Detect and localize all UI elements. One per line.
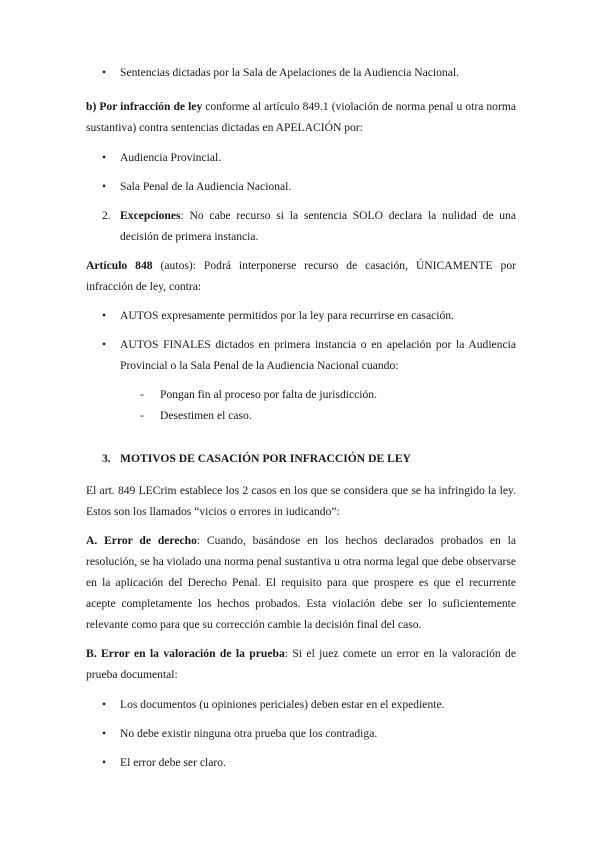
- list-item-text: No debe existir ninguna otra prueba que los contradiga.: [120, 727, 378, 740]
- list-item-text: AUTOS expresamente permitidos por la ley para recurrirse en casación.: [120, 309, 454, 322]
- paragraph-text: conforme al artículo 849.1 (violación de norma penal u otra norma sustantiva) contra sentencias dictadas en APELACIÓN por:: [86, 100, 516, 134]
- list-item: [86, 305, 516, 326]
- section-number: 3.: [102, 452, 111, 465]
- list-item: [86, 176, 516, 197]
- paragraph-heading: b) Por infracción de ley: [86, 100, 203, 113]
- bullet-icon: •: [102, 727, 107, 740]
- paragraph-infraccion-ley: [86, 96, 516, 138]
- paragraph-heading: A. Error de derecho: [86, 534, 197, 547]
- list-item: [86, 62, 516, 83]
- paragraph-text: : Si el juez comete un error en la valoración de prueba documental:: [86, 647, 517, 681]
- bullet-icon: •: [102, 309, 107, 322]
- list-item: [86, 334, 516, 376]
- dash-icon: -: [140, 409, 144, 422]
- list-item: [86, 723, 516, 744]
- sub-list-item: [86, 384, 516, 405]
- sub-list-item: [86, 405, 516, 426]
- paragraph-articulo-848: [86, 255, 516, 297]
- list-item-text: El error debe ser claro.: [120, 756, 226, 769]
- list-item: [86, 752, 516, 773]
- bullet-icon: •: [102, 180, 107, 193]
- item-number: 2.: [102, 209, 111, 222]
- item-heading: Excepciones: [120, 209, 181, 222]
- sub-list-item-text: Pongan fin al proceso por falta de jurisdicción.: [160, 388, 377, 401]
- paragraph-text: (autos): Podrá interponerse recurso de casación, ÚNICAMENTE por infracción de ley, contra:: [86, 259, 516, 293]
- paragraph-error-valoracion: [86, 643, 516, 685]
- section-title: MOTIVOS DE CASACIÓN POR INFRACCIÓN DE LEY: [120, 452, 411, 465]
- bullet-icon: •: [102, 698, 107, 711]
- paragraph-art-849: El art. 849 LECrim establece los 2 casos en los que se considera que se ha infringido la ley. Estos son los llamados “vicios o errores in iudicando”:: [86, 484, 516, 518]
- dash-icon: -: [140, 388, 144, 401]
- list-item-text: Sentencias dictadas por la Sala de Apelaciones de la Audiencia Nacional.: [120, 66, 459, 79]
- bullet-icon: •: [102, 338, 107, 351]
- paragraph-error-derecho: [86, 530, 516, 635]
- sub-list-item-text: Desestimen el caso.: [160, 409, 252, 422]
- paragraph-heading: B. Error en la valoración de la prueba: [86, 647, 285, 660]
- list-item: [86, 694, 516, 715]
- paragraph-text: : Cuando, basándose en los hechos declarados probados en la resolución, se ha violado una norma penal sustantiva u otra norma legal que debe observarse en la aplicación del Derecho Penal. El requisito para que prospere es que el recurrente acepte completamente los hechos probados. Esta violación debe ser lo suficientemente relevante como para que su corrección cambie la decisión final del caso.: [86, 534, 516, 631]
- bullet-icon: •: [102, 756, 107, 769]
- numbered-item: [86, 205, 516, 247]
- section-heading: [86, 448, 516, 469]
- paragraph-heading: Artículo 848: [86, 259, 153, 272]
- bullet-icon: •: [102, 151, 107, 164]
- list-item-text: Sala Penal de la Audiencia Nacional.: [120, 180, 292, 193]
- list-item-text: Los documentos (u opiniones periciales) deben estar en el expediente.: [120, 698, 445, 711]
- document-page: [86, 62, 516, 773]
- bullet-icon: •: [102, 66, 107, 79]
- list-item: [86, 147, 516, 168]
- item-text: : No cabe recurso si la sentencia SOLO declara la nulidad de una decisión de primera instancia.: [120, 209, 516, 243]
- list-item-text: AUTOS FINALES dictados en primera instancia o en apelación por la Audiencia Provincial o la Sala Penal de la Audiencia Nacional cuando:: [120, 338, 516, 372]
- list-item-text: Audiencia Provincial.: [120, 151, 222, 164]
